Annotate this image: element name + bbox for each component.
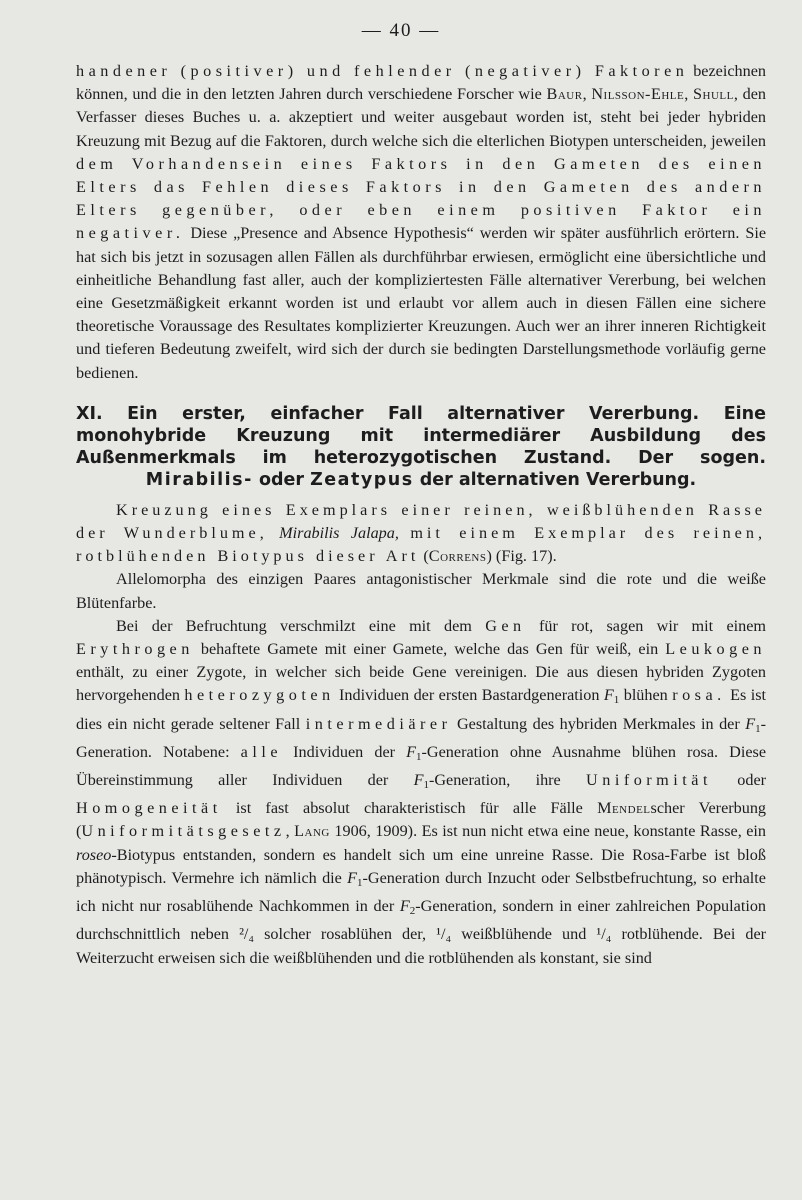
text-run: -Generation ohne Ausnahme blühen rosa. Diese Übereinstimmung aller Individuen der	[76, 742, 767, 790]
text-run: Individuen der ersten Bastardgeneration	[339, 686, 600, 705]
paragraph-allelomorpha: Allelomorpha des einzigen Paares antagonistischer Merkmale sind die rote und die weiße Blütenfarbe.	[76, 570, 766, 612]
text-run: oder	[737, 771, 767, 790]
generation-symbol: F	[399, 897, 410, 916]
spaced-text: Gen	[485, 616, 526, 635]
text-run: behaftete Gamete mit einer Gamete, welche das Gen für weiß, ein	[200, 640, 659, 659]
subscript: 1	[357, 876, 363, 889]
subscript: 1	[423, 779, 429, 792]
text-run: solcher rosablühen der,	[264, 925, 427, 944]
author-name: Lang	[294, 822, 330, 841]
spaced-text: Kreuzung eines Exemplars einer reinen, weißblühenden Rasse der Wunderblume,	[76, 500, 766, 543]
generation-symbol: F	[406, 742, 417, 761]
spaced-text: intermediärer	[305, 714, 452, 733]
section-heading	[76, 403, 766, 491]
text-run: -Generation. Notabene:	[76, 714, 767, 761]
text-run: -Generation durch Inzucht oder Selbstbefruchtung, so erhalte ich nicht nur rosablühende Nachkommen in der	[76, 868, 766, 916]
text-run: ) (Fig. 17).	[486, 547, 557, 566]
paragraph-fertilization	[76, 615, 766, 970]
text-run: bezeichnen können, und die in den letzten Jahren durch verschiedene Forscher wie	[76, 62, 766, 104]
text-run: für rot, sagen wir mit einem	[538, 616, 767, 635]
generation-symbol: F	[603, 686, 614, 705]
spaced-text: heterozygoten	[184, 686, 335, 705]
text-run: enthält, zu einer Zygote, in welcher sich beide Gene vereinigen. Die aus diesen hybriden Zygoten hervorgehenden	[76, 663, 766, 705]
text-run: Bei der Befruchtung verschmilzt eine mit dem	[116, 616, 472, 635]
author-name: Correns	[428, 547, 487, 566]
text-run: rotblühende. Bei der Weiterzucht erweisen sich die weißblühenden und die rotblühenden als konstant, sie sind	[76, 925, 767, 967]
spaced-text: mit einem Exemplar des reinen, rotblühenden Biotypus dieser Art	[76, 524, 766, 566]
text-run: 1906, 1909). Es ist nun nicht etwa eine neue, konstante Rasse, ein	[334, 822, 767, 841]
spaced-text: Homogeneität	[76, 799, 222, 818]
text-run: ist fast absolut charakteristisch für alle Fälle	[235, 799, 583, 818]
page-body	[76, 60, 766, 970]
fraction: ¹/₄	[596, 925, 612, 944]
generation-symbol: F	[745, 714, 756, 733]
text-run: Diese „Presence and Absence Hypothesis“ werden wir später ausführlich erörtern. Sie hat sich bis jetzt in sozusagen allen Fällen als durchführbar erwiesen, ermöglicht eine übersichtliche und einheitliche Behandlung fast aller, auch der kompliziertesten Fälle alternativer Vererbung, bei welchen eine Gesetzmäßigkeit erkannt worden ist und erlaubt vor allem auch in diesen Fällen eine sichere theoretische Voraussage des Resultates komplizierter Kreuzungen. Auch wer an ihrer inneren Richtigkeit und tieferen Bedeutung zweifelt, wird sich der durch sie bedingten Darstellungsmethode vorläufig gerne bedienen.	[76, 224, 767, 382]
text-run: weißblühende und	[461, 925, 587, 944]
text-run: ,	[285, 822, 290, 841]
text-run: , den Verfasser dieses Buches u. a. akzeptiert und weiter ausgebaut worden ist, steht bei jeder hybriden Kreuzung mit Bezug auf die Faktoren, durch welche sich die elterlichen Biotypen unterscheiden, jeweilen	[76, 85, 766, 150]
heading-spaced: Mirabilis-	[145, 469, 253, 490]
author-name: Shull	[693, 85, 734, 104]
spaced-text: alle	[240, 742, 283, 761]
fraction: ¹/₄	[436, 925, 452, 944]
page-number: — 40 —	[361, 20, 441, 41]
subscript: 1	[755, 722, 761, 735]
text-run: scher Vererbung (	[76, 799, 767, 841]
text-run: -Biotypus entstanden, sondern es handelt sich um eine unreine Rasse. Die Rosa-Farbe ist bloß phänotypisch. Vermehre ich nämlich die	[76, 845, 766, 887]
spaced-text: dem Vorhandensein eines Faktors in den Gameten des einen Elters das Fehlen dieses Faktors in den Gameten des andern Elters gegenüber, oder eben einem positiven Faktor ein negativer.	[76, 154, 766, 243]
heading-text: oder	[258, 469, 304, 490]
italic-term: roseo	[76, 845, 112, 864]
spaced-text: handener (positiver) und fehlender (negativer) Faktoren	[76, 62, 689, 80]
spaced-text: Leukogen	[665, 640, 766, 659]
subscript: 1	[416, 750, 422, 763]
paragraph-cross	[76, 499, 766, 569]
text-run: Gestaltung des hybriden Merkmales in der	[456, 714, 740, 733]
text-run: -Generation, ihre	[428, 771, 561, 790]
subscript: 1	[613, 694, 620, 707]
generation-symbol: F	[347, 868, 358, 887]
heading-text: der alternativen Vererbung.	[419, 469, 697, 490]
paragraph-presence-absence	[76, 60, 766, 385]
author-name: Mendel	[597, 799, 651, 818]
generation-symbol: F	[413, 771, 424, 790]
spaced-text: rosa.	[672, 686, 726, 705]
heading-text: XI. Ein erster, einfacher Fall alternativer Vererbung. Eine monohybride Kreuzung mit intermediärer Ausbildung des Außenmerkmals im heterozygotischen Zustand. Der sogen.	[76, 403, 766, 468]
text-run: blühen	[623, 686, 668, 705]
comma: ,	[684, 85, 693, 104]
spaced-text: Erythrogen	[76, 640, 194, 659]
species-name: Mirabilis Jalapa,	[279, 524, 399, 543]
spaced-text: Uniformität	[586, 771, 712, 790]
author-name: Baur	[546, 85, 583, 104]
heading-spaced: Zeatypus	[310, 469, 414, 490]
text-run: Es ist dies ein nicht gerade seltener Fall	[76, 686, 767, 733]
text-run: Individuen der	[293, 742, 396, 761]
subscript: 2	[409, 905, 416, 918]
text-run: -Generation, sondern in einer zahlreichen Population durchschnittlich neben	[76, 897, 767, 944]
text-run: (	[419, 547, 429, 566]
fraction: ²/₄	[239, 925, 255, 944]
comma: ,	[582, 85, 592, 104]
author-name: Nilsson-Ehle	[591, 85, 685, 104]
spaced-text: Uniformitätsgesetz	[81, 822, 286, 841]
